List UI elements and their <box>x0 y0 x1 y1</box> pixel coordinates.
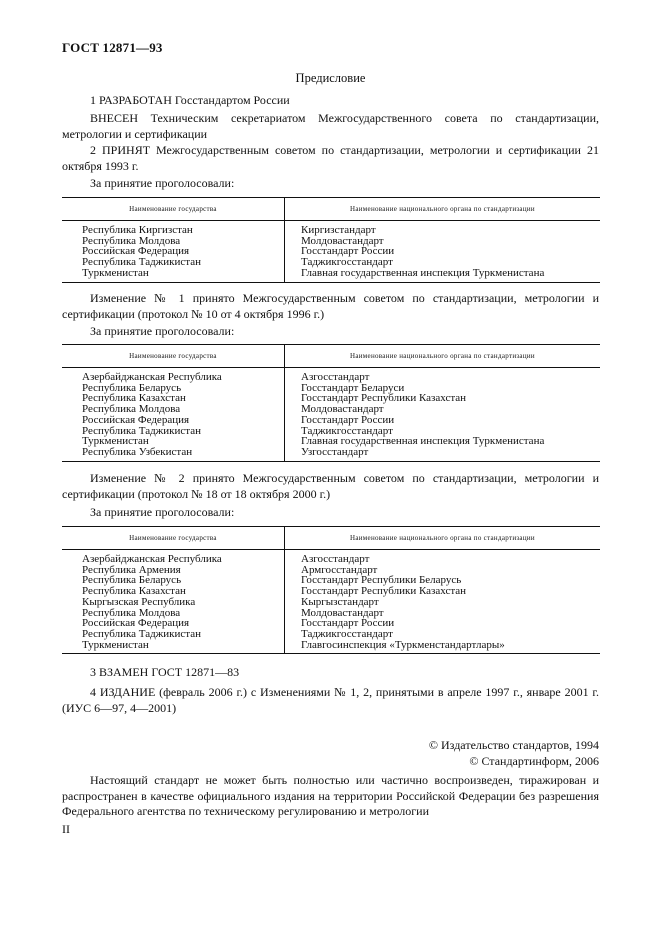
state-name: Азербайджанская Республика <box>82 371 222 383</box>
body-name: Главная государственная инспекция Туркменистана <box>301 435 545 448</box>
column-header-state: Наименование государства <box>62 345 285 368</box>
bodies-cell <box>285 368 601 462</box>
state-name: Республика Молдова <box>82 403 181 416</box>
body-name: Госстандарт России <box>301 245 395 258</box>
body-name: Молдовастандарт <box>301 606 384 619</box>
table-header-row <box>62 527 600 550</box>
body-name: Кыргызстандарт <box>301 595 379 608</box>
state-name: Республика Казахстан <box>82 585 186 598</box>
column-header-state: Наименование государства <box>62 527 285 550</box>
body-name: Молдовастандарт <box>301 234 384 247</box>
copyright-line: © Стандартинформ, 2006 <box>469 753 599 768</box>
body-name: Госстандарт Республики Казахстан <box>301 392 467 405</box>
state-name: Республика Беларусь <box>82 574 182 587</box>
page-number: II <box>62 822 70 836</box>
body-name: Госстандарт Беларуси <box>301 381 405 394</box>
copyright-block <box>429 738 599 769</box>
state-name: Республика Таджикистан <box>82 627 201 640</box>
body-name: Таджикгосстандарт <box>301 424 393 437</box>
column-header-state: Наименование государства <box>62 198 285 221</box>
state-name: Российская Федерация <box>82 617 190 630</box>
document-code: ГОСТ 12871—93 <box>62 40 163 55</box>
state-name: Туркменистан <box>82 266 149 279</box>
copyright-line: © Издательство стандартов, 1994 <box>428 738 599 752</box>
body-name: Госстандарт Республики Беларусь <box>301 574 462 587</box>
column-header-body: Наименование национального органа по стандартизации <box>285 345 601 368</box>
state-name: Российская Федерация <box>82 413 190 426</box>
state-name: Азербайджанская Республика <box>82 553 222 565</box>
body-name: Киргизстандарт <box>301 224 376 236</box>
amendment-2-paragraph: Изменение № 2 принято Межгосударственным советом по стандартизации, метрологии и сертификации (протокол № 18 от 18 октября 2000 г.) <box>62 471 599 501</box>
state-name: Туркменистан <box>82 638 149 651</box>
body-name: Армгосстандарт <box>301 563 378 576</box>
body-name: Азгосстандарт <box>301 553 370 565</box>
state-name: Республика Узбекистан <box>82 445 193 458</box>
table-header-row <box>62 198 600 221</box>
body-name: Госстандарт Республики Казахстан <box>301 585 467 598</box>
body-name: Главная государственная инспекция Туркменистана <box>301 266 545 279</box>
state-name: Республика Киргизстан <box>82 224 193 236</box>
voted-label-1: За принятие проголосовали: <box>90 176 235 190</box>
state-name: Республика Казахстан <box>82 392 186 405</box>
states-cell <box>62 368 285 462</box>
voted-label-3: За принятие проголосовали: <box>90 505 235 519</box>
state-name: Туркменистан <box>82 435 149 448</box>
table-row <box>62 221 600 283</box>
voting-table-1 <box>62 197 600 283</box>
state-name: Кыргызская Республика <box>82 595 196 608</box>
column-header-body: Наименование национального органа по стандартизации <box>285 198 601 221</box>
body-name: Таджикгосстандарт <box>301 627 393 640</box>
developed-paragraph: 1 РАЗРАБОТАН Госстандартом России <box>90 93 290 107</box>
state-name: Российская Федерация <box>82 245 190 258</box>
table-header-row <box>62 345 600 368</box>
adopted-paragraph: 2 ПРИНЯТ Межгосударственным советом по стандартизации, метрологии и сертификации 21 октября 1993 г. <box>62 143 599 173</box>
body-name: Узгосстандарт <box>301 445 369 458</box>
state-name: Республика Армения <box>82 563 181 576</box>
body-name: Молдовастандарт <box>301 403 384 416</box>
preface-title: Предисловие <box>295 71 366 85</box>
voting-table-3 <box>62 526 600 654</box>
body-name: Госстандарт России <box>301 413 395 426</box>
introduced-paragraph: ВНЕСЕН Техническим секретариатом Межгосударственного совета по стандартизации, метрологии и сертификации <box>62 111 599 141</box>
voting-table-2 <box>62 344 600 462</box>
voted-label-2: За принятие проголосовали: <box>90 324 235 338</box>
replaced-paragraph: 3 ВЗАМЕН ГОСТ 12871—83 <box>90 665 240 679</box>
body-name: Азгосстандарт <box>301 371 370 383</box>
table-row <box>62 550 600 654</box>
body-name: Госстандарт России <box>301 617 395 630</box>
state-name: Республика Молдова <box>82 234 181 247</box>
body-name: Таджикгосстандарт <box>301 256 393 269</box>
table-row <box>62 368 600 462</box>
column-header-body: Наименование национального органа по стандартизации <box>285 527 601 550</box>
amendment-1-paragraph: Изменение № 1 принято Межгосударственным советом по стандартизации, метрологии и сертификации (протокол № 10 от 4 октября 1996 г.) <box>62 291 599 321</box>
body-name: Главгосинспекция «Туркменстандартлары» <box>301 638 505 651</box>
edition-paragraph: 4 ИЗДАНИЕ (февраль 2006 г.) с Изменениями № 1, 2, принятыми в апреле 1997 г., январе 2001 г. (ИУС 6—97, 4—2001) <box>62 685 599 715</box>
bodies-cell <box>285 550 601 654</box>
state-name: Республика Беларусь <box>82 381 182 394</box>
state-name: Республика Таджикистан <box>82 424 201 437</box>
state-name: Республика Таджикистан <box>82 256 201 269</box>
states-cell <box>62 221 285 283</box>
bodies-cell <box>285 221 601 283</box>
state-name: Республика Молдова <box>82 606 181 619</box>
states-cell <box>62 550 285 654</box>
reproduction-notice: Настоящий стандарт не может быть полностью или частично воспроизведен, тиражирован и распространен в качестве официального издания на территории Российской Федерации без разрешения Федерального агентства по техническому регулированию и метрологии <box>62 773 599 818</box>
